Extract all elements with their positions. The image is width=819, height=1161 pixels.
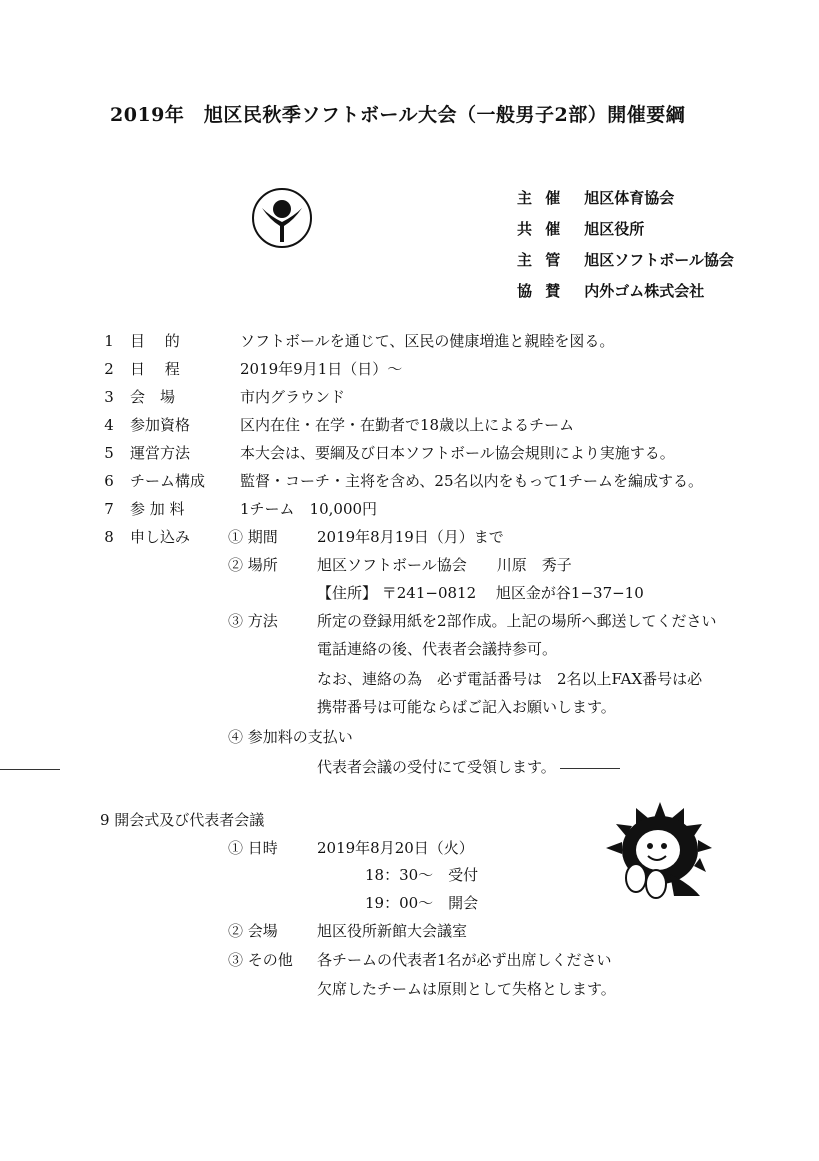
application-place-label: ② 場所	[228, 556, 278, 574]
item-row	[100, 332, 703, 360]
meeting-date-value: 2019年8月20日（火）	[317, 839, 474, 857]
item-label: 会 場	[130, 388, 176, 406]
application-place-value: 旭区ソフトボール協会 川原 秀子	[317, 556, 572, 574]
organizer-name: 内外ゴム株式会社	[584, 282, 705, 300]
organizer-row	[517, 282, 734, 313]
item-label: 申し込み	[130, 528, 191, 546]
organizer-role: 主 管	[517, 251, 565, 269]
item-value: 2019年9月1日（日）～	[240, 360, 403, 378]
item-row	[100, 360, 703, 388]
application-payment-label: ④ 参加料の支払い	[228, 728, 353, 746]
application-period-label: ① 期間	[228, 528, 278, 546]
meeting-venue-label: ② 会場	[228, 922, 278, 940]
item-row	[100, 416, 703, 444]
organizer-name: 旭区ソフトボール協会	[584, 251, 734, 269]
meeting-time: 19：00～ 開会	[365, 894, 479, 912]
meeting-time: 18：30～ 受付	[365, 866, 479, 884]
item-number: 3	[104, 388, 114, 406]
emblem-logo-icon	[250, 186, 314, 250]
organizer-row	[517, 220, 734, 251]
meeting-venue-value: 旭区役所新館大会議室	[317, 922, 468, 940]
organizer-row	[517, 251, 734, 282]
meeting-other-line: 各チームの代表者1名が必ず出席しください	[317, 951, 612, 969]
item-number: 4	[104, 416, 114, 434]
organizer-name: 旭区体育協会	[584, 189, 675, 207]
organizer-role: 協 賛	[517, 282, 565, 300]
meeting-other-line: 欠席したチームは原則として失格とします。	[317, 980, 616, 998]
item-value: ソフトボールを通じて、区民の健康増進と親睦を図る。	[240, 332, 615, 350]
item-row	[100, 472, 703, 500]
item-label: 日 程	[130, 360, 180, 378]
application-method-line: 所定の登録用紙を2部作成。上記の場所へ郵送してください	[317, 612, 717, 630]
item-list	[100, 332, 703, 528]
application-method-label: ③ 方法	[228, 612, 278, 630]
meeting-other-label: ③ その他	[228, 951, 293, 969]
item-label: 目 的	[130, 332, 180, 350]
item-value: 市内グラウンド	[240, 388, 346, 406]
organizer-role: 主 催	[517, 189, 565, 207]
item-value: 1チーム 10,000円	[240, 500, 378, 518]
organizer-list	[517, 189, 734, 313]
item-number: 5	[104, 444, 114, 462]
organizer-role: 共 催	[517, 220, 565, 238]
item-number: 8	[104, 528, 114, 546]
scan-artifact-line	[560, 768, 620, 769]
organizer-name: 旭区役所	[584, 220, 645, 238]
page-title: 2019年 旭区民秋季ソフトボール大会（一般男子2部）開催要綱	[110, 104, 686, 126]
sunflower-mascot-icon	[600, 800, 720, 902]
item-row	[100, 444, 703, 472]
item-label: チーム構成	[130, 472, 206, 490]
application-heading	[100, 528, 190, 546]
application-payment-value: 代表者会議の受付にて受領します。	[317, 758, 556, 776]
application-address: 【住所】 〒241−0812 旭区金が谷1−37−10	[317, 584, 644, 602]
item-number: 7	[104, 500, 114, 518]
item-number: 6	[104, 472, 114, 490]
scan-artifact-line	[0, 769, 60, 770]
meeting-heading: 9 開会式及び代表者会議	[100, 811, 265, 829]
item-row	[100, 388, 703, 416]
application-method-line: 携帯番号は可能ならばご記入お願いします。	[317, 698, 616, 716]
item-value: 本大会は、要綱及び日本ソフトボール協会規則により実施する。	[240, 444, 675, 462]
item-number: 2	[104, 360, 114, 378]
application-period-value: 2019年8月19日（月）まで	[317, 528, 504, 546]
organizer-row	[517, 189, 734, 220]
application-method-line: 電話連絡の後、代表者会議持参可。	[317, 640, 558, 658]
item-row	[100, 500, 703, 528]
item-label: 運営方法	[130, 444, 191, 462]
item-value: 監督・コーチ・主将を含め、25名以内をもって1チームを編成する。	[240, 472, 704, 490]
meeting-date-label: ① 日時	[228, 839, 278, 857]
item-number: 1	[104, 332, 114, 350]
item-value: 区内在住・在学・在勤者で18歳以上によるチーム	[240, 416, 575, 434]
application-method-line: なお、連絡の為 必ず電話番号は 2名以上FAX番号は必	[317, 670, 703, 688]
item-label: 参 加 料	[130, 500, 185, 518]
item-label: 参加資格	[130, 416, 191, 434]
